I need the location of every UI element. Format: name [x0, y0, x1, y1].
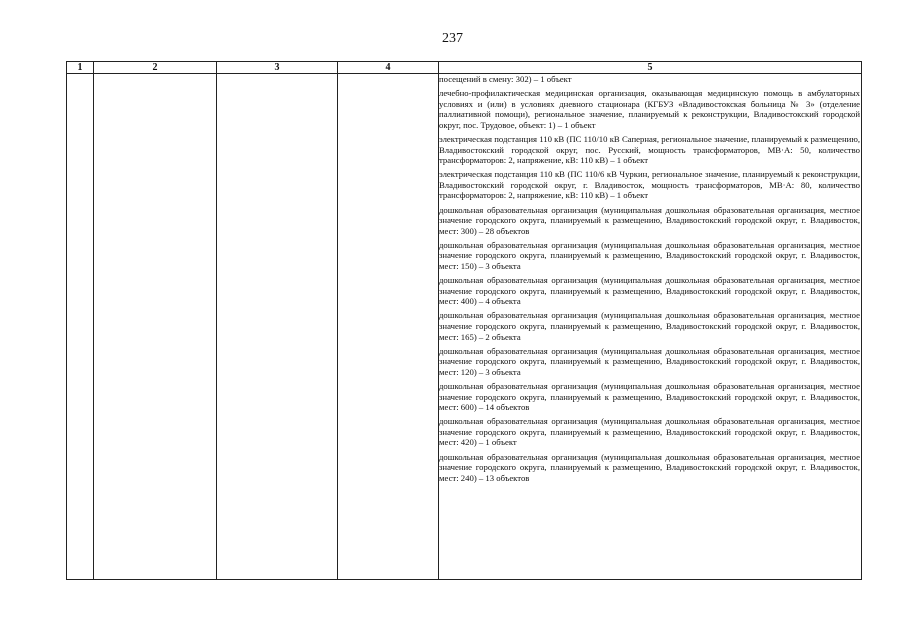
column-header-2: 2	[94, 62, 217, 74]
column-header-4: 4	[338, 62, 439, 74]
column-header-1: 1	[67, 62, 94, 74]
list-item: посещений в смену: 302) – 1 объект	[439, 74, 572, 84]
list-item: дошкольная образовательная организация (муниципальная дошкольная образовательная организация, местное значение городского округа, планируемый к размещению, Владивостокский городской округ, г. Владивосток, мест: 165) – 2 объекта	[439, 310, 860, 342]
list-item: дошкольная образовательная организация (муниципальная дошкольная образовательная организация, местное значение городского округа, планируемый к размещению, Владивостокский городской округ, г. Владивосток, мест: 600) – 14 объектов	[439, 380, 860, 413]
column-header-3: 3	[217, 62, 338, 74]
column-header-5: 5	[439, 62, 862, 74]
column-3-cell	[217, 74, 338, 580]
list-item: дошкольная образовательная организация (муниципальная дошкольная образовательная организация, местное значение городского округа, планируемый к размещению, Владивостокский городской округ, г. Владивосток, мест: 300) – 28 объектов	[439, 204, 860, 236]
column-4-cell	[338, 74, 439, 580]
table-header-row	[67, 62, 862, 74]
list-item: дошкольная образовательная организация (муниципальная дошкольная образовательная организация, местное значение городского округа, планируемый к размещению, Владивостокский городской округ, г. Владивосток, мест: 120) – 3 объекта	[439, 345, 860, 377]
list-item: дошкольная образовательная организация (муниципальная дошкольная образовательная организация, местное значение городского округа, планируемый к размещению, Владивостокский городской округ, г. Владивосток, мест: 420) – 1 объект	[439, 416, 860, 448]
column-5-cell	[439, 74, 862, 580]
document-table	[66, 61, 862, 580]
column-2-cell	[94, 74, 217, 580]
list-item: дошкольная образовательная организация (муниципальная дошкольная образовательная организация, местное значение городского округа, планируемый к размещению, Владивостокский городской округ, г. Владивосток, мест: 150) – 3 объекта	[439, 239, 860, 271]
page-number: 237	[442, 31, 463, 46]
list-item: электрическая подстанция 110 кВ (ПС 110/6 кВ Чуркин, региональное значение, планируемый к реконструкции, Владивостокский городской округ, г. Владивосток, мощность трансформаторов, МВ·А: 80, количество трансформаторов: 2, напряжение, кВ: 110 кВ) – 1 объект	[439, 169, 860, 201]
list-item: дошкольная образовательная организация (муниципальная дошкольная образовательная организация, местное значение городского округа, планируемый к размещению, Владивостокский городской округ, г. Владивосток, мест: 240) – 13 объектов	[439, 451, 860, 483]
list-item: дошкольная образовательная организация (муниципальная дошкольная образовательная организация, местное значение городского округа, планируемый к размещению, Владивостокский городской округ, г. Владивосток, мест: 400) – 4 объекта	[439, 275, 860, 307]
list-item: электрическая подстанция 110 кВ (ПС 110/10 кВ Саперная, региональное значение, планируемый к размещению, Владивостокский городской округ, пос. Русский, мощность трансформаторов, МВ·А: 50, количество трансформаторов: 2, напряжение, кВ: 110 кВ) – 1 объект	[439, 133, 860, 166]
list-item: лечебно-профилактическая медицинская организация, оказывающая медицинскую помощь в амбулаторных условиях и (или) в условиях дневного стационара (КГБУЗ «Владивостокская больница № 3» (отделение паллиативной помощи), региональное значение, планируемый к реконструкции, Владивостокский городской округ, пос. Трудовое, объект: 1) – 1 объект	[439, 88, 860, 130]
column-1-cell	[67, 74, 94, 580]
table-row	[67, 74, 862, 580]
